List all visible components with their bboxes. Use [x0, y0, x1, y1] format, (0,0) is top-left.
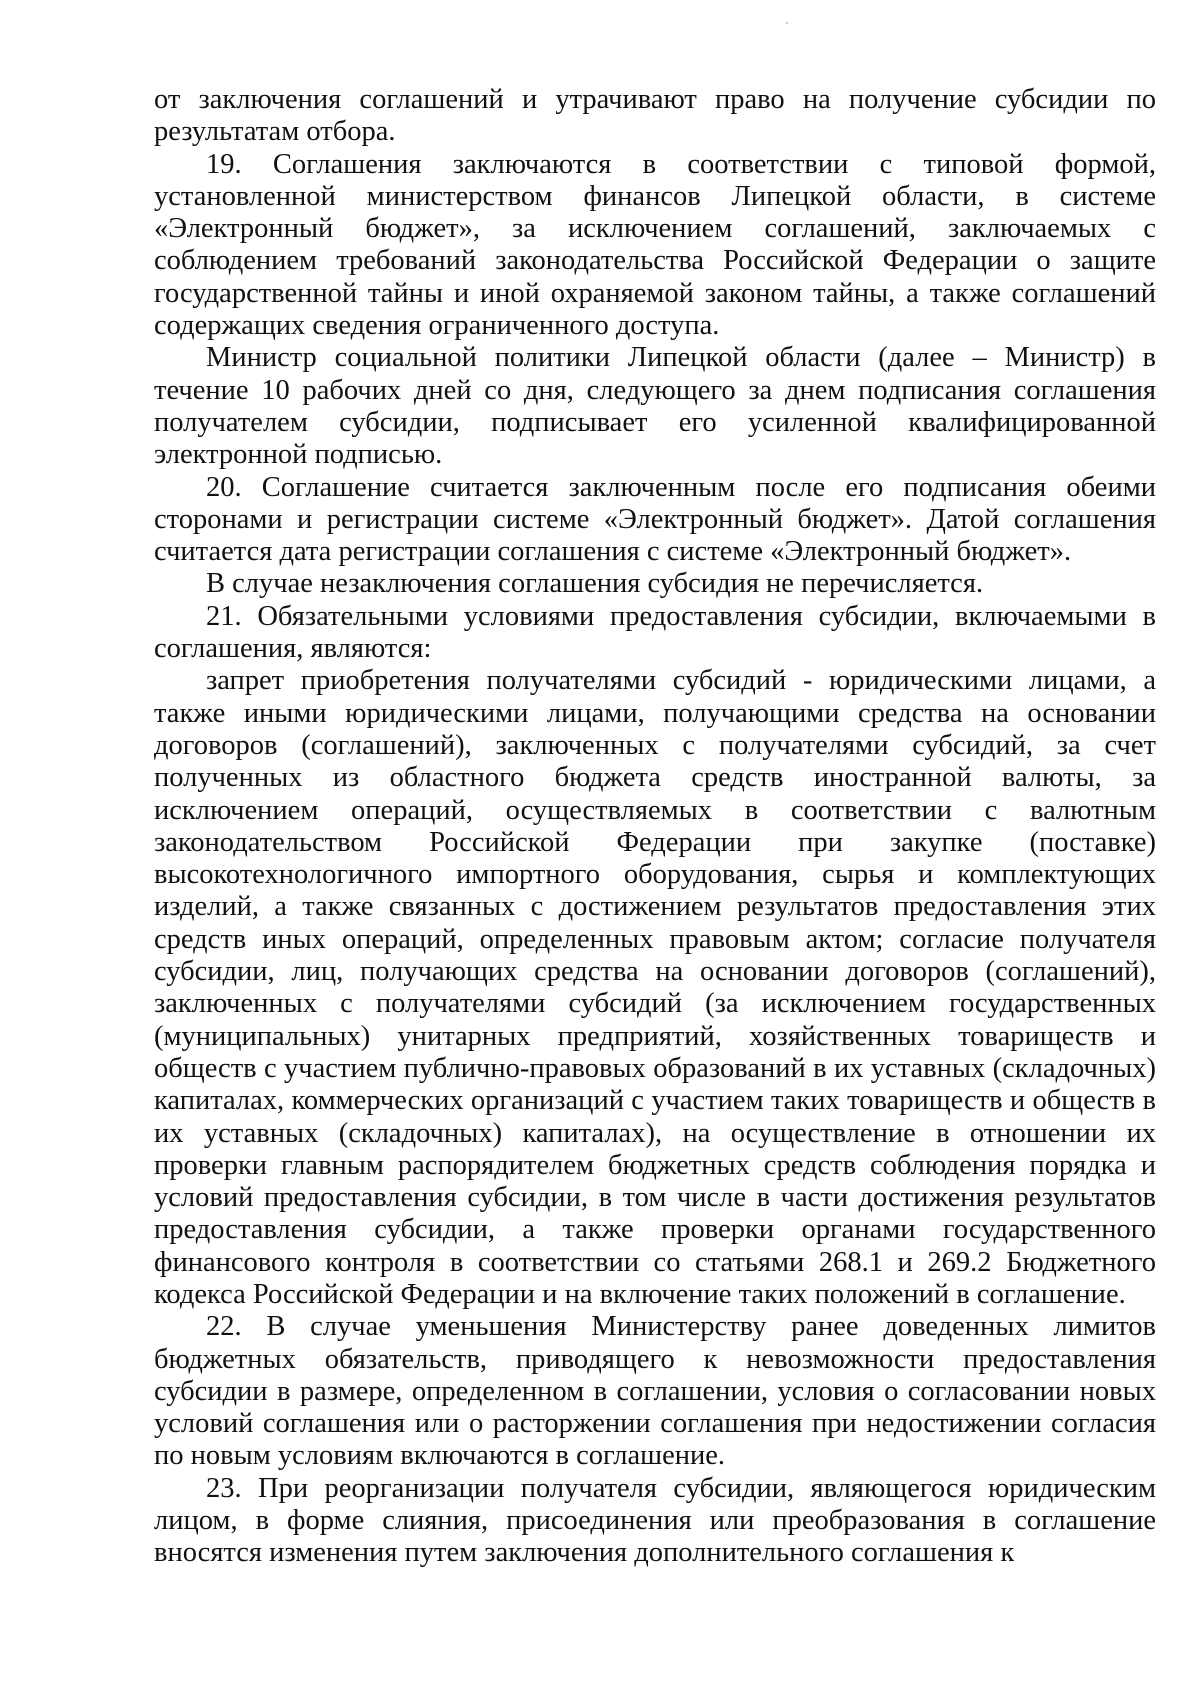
paragraph-continuation: от заключения соглашений и утрачивают право на получение субсидии по результатам отбора.: [154, 84, 1156, 148]
scan-artifact: [786, 22, 788, 24]
document-page: [154, 84, 1156, 1570]
paragraph-21: 21. Обязательными условиями предоставления субсидии, включаемыми в соглашения, являются:: [154, 600, 1156, 665]
paragraph-19: 19. Соглашения заключаются в соответствии с типовой формой, установленной министерством финансов Липецкой области, в системе «Электронный бюджет», за исключением соглашений, заключаемых с соблюдением требований законодательства Российской Федерации о защите государственной тайны и иной охраняемой законом тайны, а также соглашений содержащих сведения ограниченного доступа.: [154, 148, 1156, 342]
paragraph-20: 20. Соглашение считается заключенным после его подписания обеими сторонами и регистрации системе «Электронный бюджет». Датой соглашения считается дата регистрации соглашения с системе «Электронный бюджет».: [154, 471, 1156, 568]
paragraph-21-conditions: запрет приобретения получателями субсидий - юридическими лицами, а также иными юридическими лицами, получающими средства на основании договоров (соглашений), заключенных с получателями субсидий, за счет полученных из областного бюджета средств иностранной валюты, за исключением операций, осуществляемых в соответствии с валютным законодательством Российской Федерации при закупке (поставке) высокотехнологичного импортного оборудования, сырья и комплектующих изделий, а также связанных с достижением результатов предоставления этих средств иных операций, определенных правовым актом; согласие получателя субсидии, лиц, получающих средства на основании договоров (соглашений), заключенных с получателями субсидий (за исключением государственных (муниципальных) унитарных предприятий, хозяйственных товариществ и обществ с участием публично-правовых образований в их уставных (складочных) капиталах, коммерческих организаций с участием таких товариществ и обществ в их уставных (складочных) капиталах), на осуществление в отношении их проверки главным распорядителем бюджетных средств соблюдения порядка и условий предоставления субсидии, в том числе в части достижения результатов предоставления субсидии, а также проверки органами государственного финансового контроля в соответствии со статьями 268.1 и 269.2 Бюджетного кодекса Российской Федерации и на включение таких положений в соглашение.: [154, 665, 1156, 1310]
paragraph-minister: Министр социальной политики Липецкой области (далее – Министр) в течение 10 рабочих дней со дня, следующего за днем подписания соглашения получателем субсидии, подписывает его усиленной квалифицированной электронной подписью.: [154, 342, 1156, 471]
paragraph-23: 23. При реорганизации получателя субсидии, являющегося юридическим лицом, в форме слияния, присоединения или преобразования в соглашение вносятся изменения путем заключения дополнительного соглашения к: [154, 1472, 1156, 1569]
paragraph-no-agreement: В случае незаключения соглашения субсидия не перечисляется.: [206, 568, 984, 600]
paragraph-22: 22. В случае уменьшения Министерству ранее доведенных лимитов бюджетных обязательств, приводящего к невозможности предоставления субсидии в размере, определенном в соглашении, условия о согласовании новых условий соглашения или о расторжении соглашения при недостижении согласия по новым условиям включаются в соглашение.: [154, 1311, 1156, 1472]
